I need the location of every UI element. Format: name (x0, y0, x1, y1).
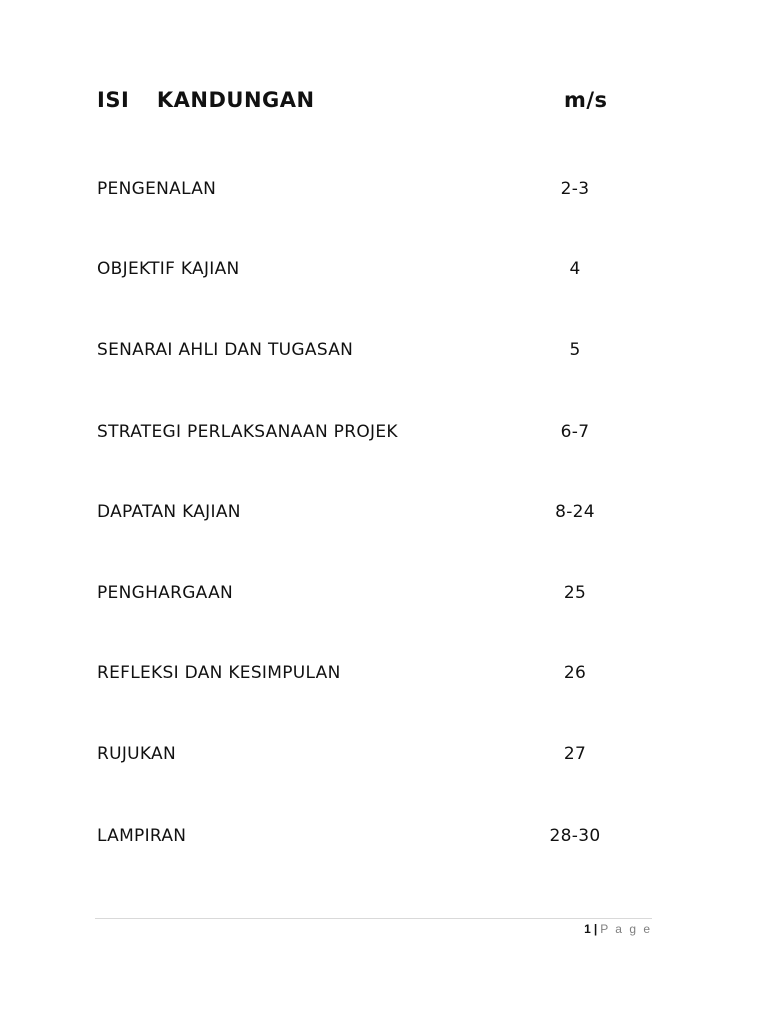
toc-entry: RUJUKAN 27 (97, 744, 587, 764)
toc-entry: LAMPIRAN 28-30 (97, 826, 601, 846)
footer-separator: | (593, 922, 598, 936)
toc-title: ISI KANDUNGAN (97, 88, 315, 112)
page-column-label: m/s (564, 88, 608, 112)
page-footer (584, 922, 652, 936)
footer-divider (95, 918, 652, 919)
toc-entry: OBJEKTIF KAJIAN 4 (97, 259, 581, 279)
toc-heading (97, 88, 657, 120)
toc-entry: DAPATAN KAJIAN 8-24 (97, 502, 595, 522)
footer-page-word: P a g e (600, 922, 652, 936)
toc-entry-title: OBJEKTIF KAJIAN (97, 259, 240, 279)
toc-entry-title: REFLEKSI DAN KESIMPULAN (97, 663, 341, 683)
toc-entry: STRATEGI PERLAKSANAAN PROJEK 6-7 (97, 422, 590, 442)
toc-entry-title: LAMPIRAN (97, 826, 187, 846)
toc-entry-title: PENGENALAN (97, 179, 217, 199)
toc-entry: PENGHARGAAN 25 (97, 583, 587, 603)
toc-entry-title: PENGHARGAAN (97, 583, 234, 603)
toc-entry: SENARAI AHLI DAN TUGASAN 5 (97, 340, 581, 360)
toc-entry: PENGENALAN 2-3 (97, 179, 590, 199)
toc-entry-title: DAPATAN KAJIAN (97, 502, 241, 522)
toc-entry-title: RUJUKAN (97, 744, 177, 764)
footer-page-number: 1 (584, 922, 591, 936)
toc-entry: REFLEKSI DAN KESIMPULAN 26 (97, 663, 587, 683)
toc-entry-title: STRATEGI PERLAKSANAAN PROJEK (97, 422, 398, 442)
toc-entry-title: SENARAI AHLI DAN TUGASAN (97, 340, 354, 360)
